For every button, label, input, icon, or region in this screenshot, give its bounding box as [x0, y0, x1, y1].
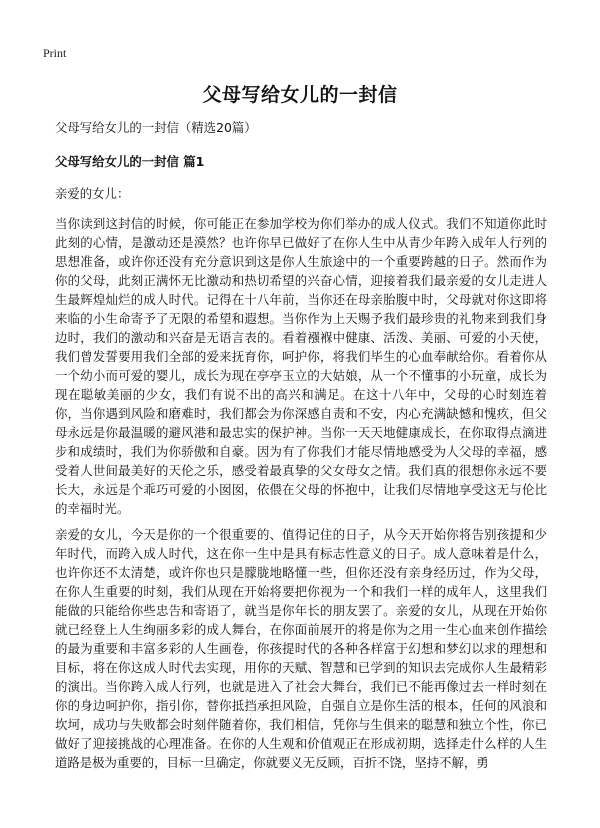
document-subtitle: 父母写给女儿的一封信（精选20篇） [55, 120, 257, 135]
letter-paragraph-2: 亲爱的女儿，今天是你的一个很重要的、值得记住的日子，从今天开始你将告别孩提和少年时代，而跨入成人时代，这在你一生中是具有标志性意义的日子。成人意味着是什么，也许你还不太清楚，或许你也只是朦胧地略懂一些，但你还没有亲身经历过，作为父母，在你人生重要的时刻，我们从现在开始将要把你视为一个和我们一样的成年人，这里我们能做的只能给你些忠告和寄语了，就当是你年长的朋友罢了。亲爱的女儿，从现在开始你就已经登上人生绚丽多彩的成人舞台，在你面前展开的将是你为之用一生心血来创作描绘的最为重要和丰富多彩的人生画卷，你孩提时代的各种各样富于幻想和梦幻以求的理想和目标，将在你这成人时代去实现，用你的天赋、智慧和已学到的知识去完成你人生最精彩的演出。当你跨入成人行列，也就是进入了社会大舞台，我们已不能再像过去一样时刻在你的身边呵护你，指引你，替你抵挡承担风险，自强自立是你生活的根本，任何的风浪和坎坷，成功与失败都会时刻伴随着你，我们相信，凭你与生俱来的聪慧和独立个性，你已做好了迎接挑战的心理准备。在你的人生观和价值观正在形成初期，选择走什么样的人生道路是极为重要的，目标一旦确定，你就要义无反顾，百折不饶，坚持不解，勇 [55, 527, 547, 770]
print-link[interactable]: Print [43, 46, 67, 60]
document-body [55, 118, 547, 779]
section-heading: 父母写给女儿的一封信 篇1 [55, 154, 205, 169]
letter-paragraph-1: 当你读到这封信的时候，你可能正在参加学校为你们举办的成人仪式。我们不知道你此时此刻的心情，是激动还是漠然？也许你早已做好了在你人生中从青少年跨入成年人行列的思想准备，或许你还没有充分意识到这是你人生旅途中的一个重要跨越的日子。然而作为你的父母，此刻正满怀无比激动和热切希望的兴奋心情，迎接着我们最亲爱的女儿走进人生最辉煌灿烂的成人时代。记得在十八年前，当你还在母亲胎腹中时，父母就对你这即将来临的小生命寄予了无限的希望和遐想。当你作为上天赐予我们最珍贵的礼物来到我们身边时，我们的激动和兴奋是无语言表的。看着襁褓中健康、活泼、美丽、可爱的小天使，我们曾发誓要用我们全部的爱来抚育你，呵护你，将我们毕生的心血奉献给你。看着你从一个幼小而可爱的婴儿，成长为现在亭亭玉立的大姑娘，从一个不懂事的小玩童，成长为现在聪敏美丽的少女，我们有说不出的高兴和满足。在这十八年中，父母的心时刻连着你，当你遇到风险和磨难时，我们都会为你深感自责和不安，内心充满缺憾和愧疚，但父母永远是你最温暖的避风港和最忠实的保护神。当你一天天地健康成长，在你取得点滴进步和成绩时，我们为你骄傲和自豪。因为有了你我们才能尽情地感受为人父母的幸福，感受着人世间最美好的天伦之乐，感受着最真挚的父女母女之情。我们真的很想你永远不要长大，永远是个乖巧可爱的小囡囡，依偎在父母的怀抱中，让我们尽情地享受这无与伦比的幸福时光。 [55, 216, 547, 516]
page-title: 父母写给女儿的一封信 [202, 84, 398, 106]
letter-greeting: 亲爱的女儿： [55, 186, 130, 201]
